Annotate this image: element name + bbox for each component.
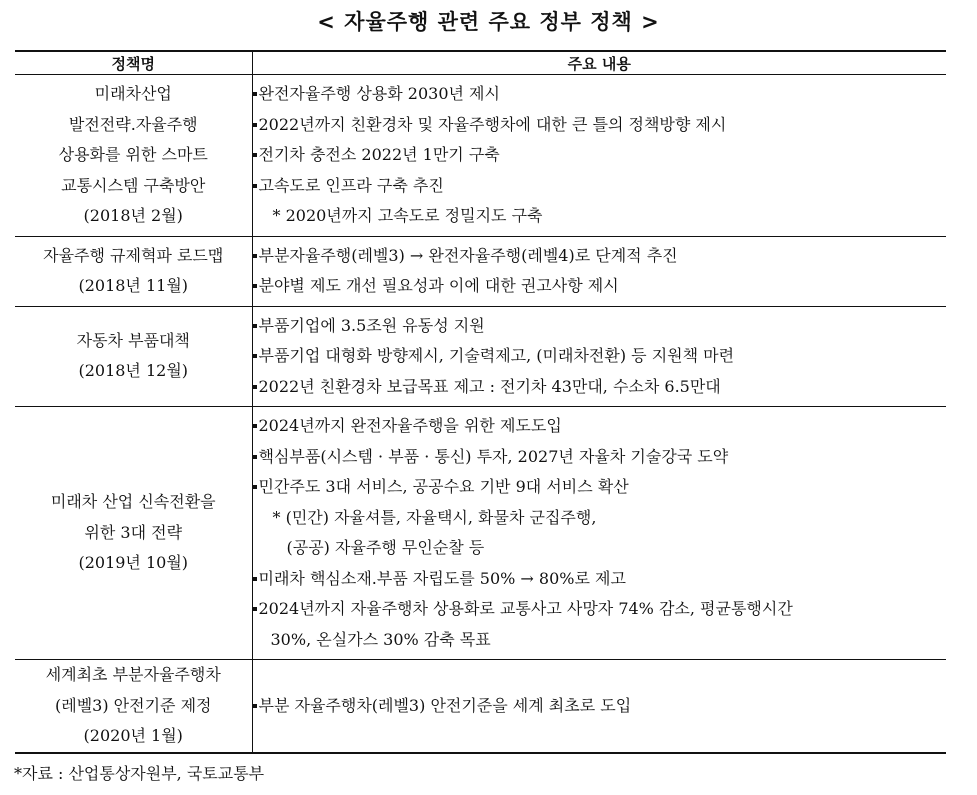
policy-name-line: 상용화를 위한 스마트 (58, 145, 208, 164)
content-bullet-item: 2024년까지 자율주행차 상용화로 교통사고 사망자 74% 감소, 평균통행시간 (253, 594, 947, 625)
content-bullet-item: 전기차 충전소 2022년 1만기 구축 (253, 140, 947, 171)
policy-name-cell (15, 75, 252, 237)
policy-name-cell (15, 660, 252, 753)
content-bullet-item: 분야별 제도 개선 필요성과 이에 대한 권고사항 제시 (253, 271, 947, 302)
policy-name-line: 미래차산업 (94, 84, 172, 103)
content-sub-item: (공공) 자율주행 무인순찰 등 (286, 538, 485, 557)
table-header-row (15, 51, 946, 75)
policy-name-line: 위한 3대 전략 (84, 522, 183, 542)
content-bullet-item: 부분 자율주행차(레벨3) 안전기준을 세계 최초로 도입 (253, 691, 947, 722)
table-row (15, 660, 946, 753)
content-bullet-item: 미래차 핵심소재.부품 자립도를 50% → 80%로 제고 (253, 564, 947, 595)
policy-name-line: 발전전략.자율주행 (68, 114, 198, 134)
policy-content-cell (252, 407, 946, 660)
content-bullet-item: 고속도로 인프라 구축 추진 (253, 171, 947, 202)
policy-name-line: (2020년 1월) (83, 726, 183, 745)
content-bullet-item: 2022년까지 친환경차 및 자율주행차에 대한 큰 틀의 정책방향 제시 (253, 110, 947, 141)
content-sub-item: 30%, 온실가스 30% 감축 목표 (270, 629, 491, 649)
source-footnote: *자료 : 산업통상자원부, 국토교통부 (14, 764, 265, 783)
policy-name-line: 자율주행 규제혁파 로드맵 (43, 245, 224, 265)
content-bullet-item: 부품기업에 3.5조원 유동성 지원 (253, 311, 947, 342)
content-sub-item: * 2020년까지 고속도로 정밀지도 구축 (272, 206, 543, 225)
policy-content-cell (252, 660, 946, 753)
policy-content-cell (252, 75, 946, 237)
table-row (15, 236, 946, 306)
policy-name-line: 세계최초 부분자율주행차 (45, 665, 221, 684)
page-title: < 자율주행 관련 주요 정부 정책 > (317, 10, 660, 34)
policy-name-cell (15, 236, 252, 306)
policy-table (15, 50, 946, 754)
policy-name-line: (2018년 12월) (78, 361, 189, 381)
header-main-content: 주요 내용 (252, 51, 946, 75)
content-bullet-item: 민간주도 3대 서비스, 공공수요 기반 9대 서비스 확산 (253, 472, 947, 503)
policy-name-line: 미래차 산업 신속전환을 (50, 492, 216, 512)
table-body (15, 75, 946, 753)
table-row (15, 407, 946, 660)
policy-name-cell (15, 306, 252, 407)
content-bullet-item: 2022년 친환경차 보급목표 제고 : 전기차 43만대, 수소차 6.5만대 (253, 372, 947, 403)
policy-name-line: (2019년 10월) (78, 553, 189, 573)
content-bullet-item: 핵심부품(시스템 · 부품 · 통신) 투자, 2027년 자율차 기술강국 도약 (253, 442, 947, 473)
policy-content-cell (252, 236, 946, 306)
table-row (15, 75, 946, 237)
content-bullet-item: 완전자율주행 상용화 2030년 제시 (253, 79, 947, 110)
policy-name-line: 자동차 부품대책 (76, 330, 190, 350)
content-bullet-item: 부품기업 대형화 방향제시, 기술력제고, (미래차전환) 등 지원책 마련 (253, 341, 947, 372)
policy-name-line: (2018년 2월) (83, 206, 183, 225)
content-bullet-item: 부분자율주행(레벨3) → 완전자율주행(레벨4)로 단계적 추진 (253, 241, 947, 272)
content-bullet-item: 2024년까지 완전자율주행을 위한 제도도입 (253, 411, 947, 442)
header-policy-name: 정책명 (15, 51, 252, 75)
policy-name-cell (15, 407, 252, 660)
policy-name-line: (2018년 11월) (78, 276, 189, 295)
policy-content-cell (252, 306, 946, 407)
content-sub-item: * (민간) 자율셔틀, 자율택시, 화물차 군집주행, (272, 507, 597, 527)
policy-name-line: 교통시스템 구축방안 (61, 175, 206, 195)
table-row (15, 306, 946, 407)
policy-name-line: (레벨3) 안전기준 제정 (55, 695, 212, 715)
